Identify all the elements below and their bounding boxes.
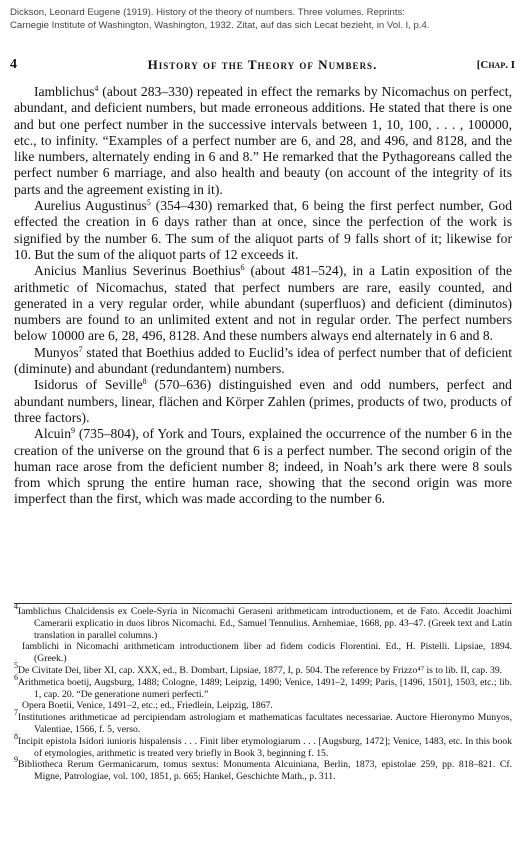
person-name: Iamblichus xyxy=(34,84,95,99)
footnote-mark: 5 xyxy=(14,660,18,670)
footnote-ref: 4 xyxy=(94,84,99,93)
footnote-mark: 6 xyxy=(14,672,18,682)
footnote-text: Bibliotheca Rerum Germanicarum, tomus sextus: Monumenta Alcuiniana, Berlin, 1873, epistolae 259, pp. 818–821. Cf. Migne, Patrologiae, vol. 100, 1851, p. 665; Hankel, Geschichte Math., p. 311. xyxy=(18,759,512,783)
footnote-6 xyxy=(14,672,512,701)
footnote-ref: 9 xyxy=(71,426,75,436)
paragraph-boethius xyxy=(14,263,512,344)
footnote-ref: 5 xyxy=(146,198,151,208)
footnote-mark: 9 xyxy=(14,755,18,765)
footnote-ref: 8 xyxy=(142,377,147,387)
page-number: 4 xyxy=(10,57,17,72)
chapter-label: [Chap. I xyxy=(476,59,515,71)
paragraph-text: (about 481–524), in a Latin exposition of the arithmetic of Nicomachus, stated that perfect numbers are rare, easily counted, and generated in a very regular order, while abundant (superfluos) and deficient (diminutos) numbers are found to an unlimited extent and not in regular order. The perfect numbers below 10000 are 6, 28, 496, 8128. And these numbers always end alternately in 6 and 8. xyxy=(14,263,512,344)
paragraph-text: (about 283–330) repeated in effect the remarks by Nicomachus on perfect, abundant, and deficient numbers, but made erroneous additions. He stated that there is one and but one perfect number in the successive intervals between 1, 10, 100, . . . , 100000, etc., to infinity. “Examples of a perfect number are 6, and 28, and 496, and 8128, and the like numbers, alternately ending in 6 and 8.” He remarked that the Pythagoreans called the perfect number 6 marriage, and also health and beauty (on account of the integrity of its parts and the agreement existing in it). xyxy=(14,84,512,197)
footnote-ref: 6 xyxy=(240,263,245,273)
running-header xyxy=(10,56,515,74)
running-title: History of the Theory of Numbers. xyxy=(147,57,378,72)
paragraph-text: (354–430) remarked that, 6 being the first perfect number, God effected the creation in 6 days rather than at once, since the perfection of the work is signified by the number 6. The sum of the aliquot parts of 9 falls short of it; likewise for 10. But the sum of the aliquot parts of 12 exceeds it. xyxy=(14,198,512,262)
footnote-6-cont xyxy=(14,700,512,712)
person-name: Isidorus of Seville xyxy=(34,377,143,393)
footnote-text: Iamblichus Chalcidensis ex Coele-Syria in Nicomachi Geraseni arithmeticam introductionem, et de Fato. Accedit Joachimi Camerarii explicatio in duos libros Nicomachi. Ed., Samuel Tennulius. Arnhemiae, 1668, pp. 43–47. (Greek text and Latin translation in parallel columns.) xyxy=(18,606,512,641)
paragraph-augustinus xyxy=(14,198,512,263)
paragraph-munyos xyxy=(14,345,512,378)
paragraph-text: (735–804), of York and Tours, explained the occurrence of the number 6 in the creation of the universe on the ground that 6 is a perfect number. The second origin of the human race arose from the deficient number 8; indeed, in Noah’s ark there were 8 souls from which sprung the entire human race, showing that the second origin was more imperfect than the first, which was made according to the number 6. xyxy=(14,426,512,507)
paragraph-iamblichus xyxy=(14,84,512,198)
footnotes xyxy=(14,602,512,783)
citation-line-1: Dickson, Leonard Eugene (1919). History of the theory of numbers. Three volumes. Reprints: xyxy=(10,7,405,18)
paragraph-text: (570–636) distinguished even and odd numbers, perfect and abundant numbers, linear, flächen and Körper Zahlen (primes, products of two, products of three factors). xyxy=(14,377,512,425)
footnote-7 xyxy=(14,708,512,736)
footnote-text: Incipit epistola Isidori iunioris hispalensis . . . Finit liber etymologiarum . . . [Augsburg, 1472]; Venice, 1483, etc. In this book of etymologies, arithmetic is treated very briefly in Book 3, beginning f. 15. xyxy=(18,735,512,759)
person-name: Aurelius Augustinus xyxy=(34,198,147,214)
paragraph-text: stated that Boethius added to Euclid’s idea of perfect number that of deficient (diminute) and abundant (redundantem) numbers. xyxy=(14,344,512,377)
person-name: Anicius Manlius Severinus Boethius xyxy=(34,263,241,279)
footnote-mark: 7 xyxy=(14,708,18,718)
person-name: Munyos xyxy=(34,344,79,360)
footnote-mark: 8 xyxy=(14,731,18,741)
footnote-5 xyxy=(14,660,512,677)
footnote-text: Iamblichi in Nicomachi arithmeticam introductionem liber ad fidem codicis Florentini. Ed., H. Pistelli. Lipsiae, 1894. (Greek.) xyxy=(22,641,512,665)
footnote-divider xyxy=(14,603,512,604)
footnote-text: Opera Boetii, Venice, 1491–2, etc.; ed., Friedlein, Leipzig, 1867. xyxy=(22,700,273,712)
citation-note xyxy=(10,6,515,32)
main-text xyxy=(14,84,512,508)
citation-line-2: Carnegie Institute of Washington, Washington, 1932. Zitat, auf das sich Lecat bezieht, in Vol. I, p.4. xyxy=(10,20,430,31)
footnote-4-cont xyxy=(14,641,512,665)
footnote-text: De Civitate Dei, liber XI, cap. XXX, ed., B. Dombart, Lipsiae, 1877, I, p. 504. The reference by Frizzo⁴⁷ is to lib. II, cap. 39. xyxy=(18,664,503,676)
paragraph-alcuin xyxy=(14,426,512,507)
footnote-8 xyxy=(14,731,512,760)
footnote-4 xyxy=(14,602,512,641)
footnote-text: Arithmetica boetij, Augsburg, 1488; Cologne, 1489; Leipzig, 1490; Venice, 1491–2, 1499; Paris, [1496, 1501], 1503, etc.; lib. 1, cap. 20. “De generatione numeri perfecti.” xyxy=(18,676,512,700)
footnote-9 xyxy=(14,755,512,783)
paragraph-isidorus xyxy=(14,377,512,426)
footnote-mark: 4 xyxy=(14,602,18,611)
footnote-ref: 7 xyxy=(78,344,83,354)
person-name: Alcuin xyxy=(34,426,71,442)
footnote-text: Institutiones arithmeticae ad percipiendam astrologiam et mathematicas facultates necessariae. Auctore Hieronymo Munyos, Valentiae, 1566, f. 5, verso. xyxy=(18,712,512,735)
